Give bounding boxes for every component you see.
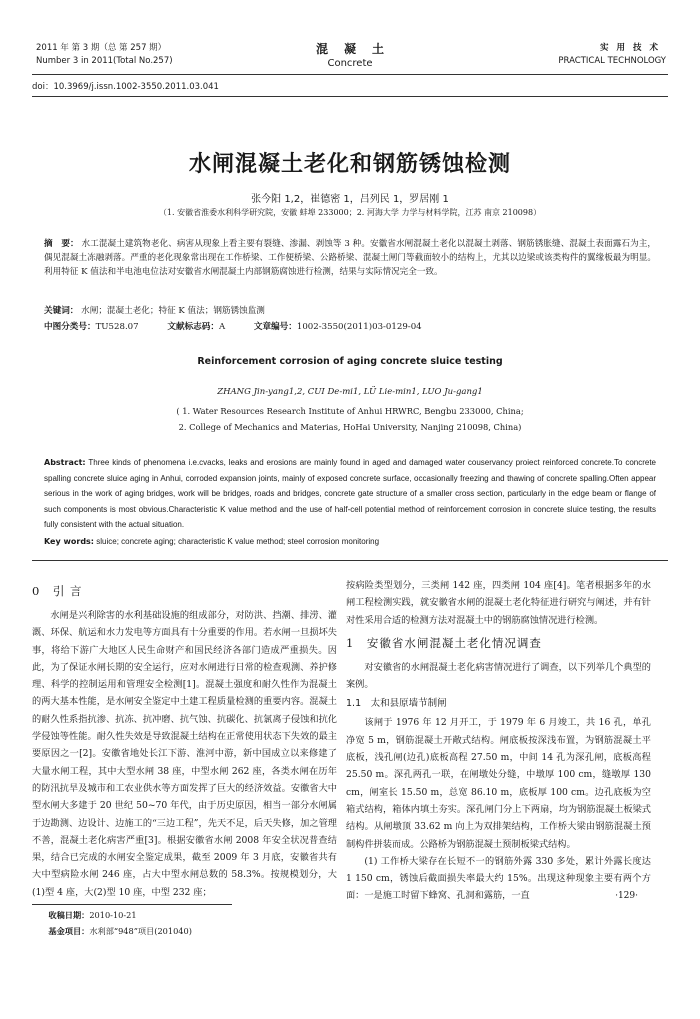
footnote-rule <box>32 904 232 905</box>
doc-code-value: A <box>218 322 226 332</box>
classification-row <box>44 320 448 334</box>
keywords-en-text: sluice; concrete aging; characteristic K value method; steel corrosion monitoring <box>96 537 380 546</box>
article-no-label: 文章编号： <box>253 322 297 332</box>
intro-paragraph: 水闸是兴利除害的水利基础设施的组成部分，对防洪、挡潮、排涝、灌溉、环保、航运和水力发电等方面具有十分重要的作用。若水闸一旦损坏失事，将给下游广大地区人民生命财产和国民经济各部门造成严重损失。因此，为了保证水闸长期的安全运行，应对水闸进行日常的检查观测、养护修理、科学的控制运用和管理安全检测[1]。混凝土强度和耐久性作为混凝土的两大基本性能，是水闸安全鉴定中土建工程质量检测的重要内容。混凝土的耐久性系指抗渗、抗冻、抗冲磨、抗气蚀、抗碳化、抗氯离子侵蚀和抗化学侵蚀等性能。耐久性失效是导致混凝土结构在正常使用状态下失效的最主要原因之一[2]。安徽省地处长江下游、淮河中游，新中国成立以来修建了大量水闸工程，其中大型水闸 38 座，中型水闸 262 座，各类水闸在历年的防汛抗旱及城市和工农业供水等方面发挥了巨大的经济效益。安徽省大中型水闸大多建于 20 世纪 50~70 年代，由于历史原因，相当一部分水闸属于边勘测、边设计、边施工的“三边工程”，先天不足，后天失修，加之管理不善，混凝土老化病害严重[3]。根据安徽省水闸 2008 年安全状况普查结果，结合已完成的水闸安全鉴定成果，截至 2009 年 3 月底，安徽省共有大中型病险水闸 246 座，占大中型水闸总数的 58.3%。按规模划分，大(1)型 4 座，大(2)型 10 座，中型 232 座； <box>32 610 337 898</box>
keywords-en-label: Key words: <box>44 537 95 546</box>
doi: doi：10.3969/j.issn.1002-3550.2011.03.041 <box>32 82 219 92</box>
section-name-zh: 实用技术 <box>599 43 666 53</box>
fund-info <box>32 923 337 939</box>
fund-value: 水利部“948”项目(201040) <box>89 926 192 937</box>
section-name-en: PRACTICAL TECHNOLOGY <box>558 56 666 66</box>
page-number: ·129· <box>615 891 638 901</box>
paper-title: 水闸混凝土老化和钢筋锈蚀检测 <box>188 152 511 177</box>
english-affiliation <box>0 403 700 435</box>
affiliation: （1. 安徽省淮委水利科学研究院，安徽 蚌埠 233000；2. 河海大学 力学与材料学院，江苏 南京 210098） <box>158 208 542 217</box>
keywords-zh-label: 关键词： <box>44 306 79 316</box>
author-list: 张今阳 1,2，崔德密 1，吕列民 1，罗居刚 1 <box>251 194 449 205</box>
received-label: 收稿日期： <box>48 910 90 921</box>
abstract-zh-text: 水工混凝土建筑物老化、病害从现象上看主要有裂缝、渗漏、剥蚀等 3 种。安徽省水闸混凝土老化以混凝土剥落、钢筋锈胀缝、混凝土表面露石为主，偶见混凝土冻融剥落。严重的老化现象常出现在工作桥梁、工作便桥梁、公路桥梁、混凝土闸门等截面较小的结构上，尤其以边梁或该类构件的翼缘板最为明显。利用特征 K 值法和半电池电位法对安徽省水闸混凝土内部钢筋腐蚀进行检测，结果与实际情况完全一致。 <box>44 239 656 277</box>
intro-continued-paragraph: 按病险类型划分，三类闸 142 座，四类闸 104 座[4]。笔者根据多年的水闸工程检测实践，就安徽省水闸的混凝土老化特征进行研究与阐述，并有针对性采用合适的检测方法对混凝土中的钢筋腐蚀情况进行检测。 <box>346 580 651 626</box>
journal-name-en: Concrete <box>327 58 373 69</box>
abstract-en-text: Three kinds of phenomena i.e.cvacks, leaks and erosions are mainly found in aged and damaged water couservancy proiect reinforced concrete.To concrete spalling concrete sluice aging in Anhui, corroded expansion joints, mainly of exposed concrete surface, occasionally freezing and thawing of concrete spalling.Often appear serious in the work of aging bridges, work will be bridges, roads and bridges, concrete gate structure of a smaller cross section, particularly in the edge beam or flange of such components is most obvious.Characteristic K value method and the use of half-cell potential method of reinforcement corrosion in concrete sluice testing, the results fully consistent with the actual situation. <box>44 458 657 530</box>
article-no-value: 1002-3550(2011)03-0129-04 <box>296 322 422 332</box>
keywords-zh-text: 水闸；混凝土老化；特征 K 值法；钢筋锈蚀监测 <box>81 306 265 316</box>
survey-intro-paragraph: 对安徽省的水闸混凝土老化病害情况进行了调查，以下列举几个典型的案例。 <box>346 661 651 691</box>
journal-name-zh: 混凝土 <box>315 42 400 56</box>
received-date <box>32 907 337 923</box>
keywords-zh <box>44 304 656 318</box>
received-value: 2010-10-21 <box>89 910 137 921</box>
abstract-rule <box>32 560 668 561</box>
subsection-1-1-heading: 1.1 太和县原墙节制闸 <box>346 698 447 710</box>
english-affiliation-line-1: ( 1. Water Resources Research Institute of Anhui HRWRC, Bengbu 233000, China; <box>176 406 524 416</box>
section-1-heading: 1 安徽省水闸混凝土老化情况调查 <box>346 635 542 650</box>
doc-code-label: 文献标志码： <box>167 322 219 332</box>
english-affiliation-line-2: 2. College of Mechanics and Materias, HoHai University, Nanjing 210098, China) <box>178 422 522 432</box>
clc-value: TU528.07 <box>95 322 139 332</box>
english-title: Reinforcement corrosion of aging concrete sluice testing <box>197 356 503 367</box>
section-0-heading: 0 引 言 <box>32 584 83 598</box>
issue-en: Number 3 in 2011(Total No.257) <box>36 56 173 66</box>
section-name <box>558 42 666 68</box>
header-rule <box>32 74 668 75</box>
abstract-zh <box>44 237 656 279</box>
abstract-en <box>44 455 656 533</box>
abstract-en-label: Abstract: <box>44 458 86 467</box>
fund-label: 基金项目： <box>48 926 90 937</box>
abstract-zh-label: 摘 要： <box>44 239 79 249</box>
running-header <box>32 42 668 78</box>
right-column <box>346 577 651 905</box>
doi-rule <box>32 96 668 97</box>
left-column <box>32 577 337 939</box>
beam-defect-paragraph: (1) 工作桥大梁存在长短不一的钢筋外露 330 多处，累计外露长度达 1 150 cm，锈蚀后截面损失率最大约 15%。出现这种现象主要有两个方面：一是施工时留下蜂窝、孔洞和露筋，一直 <box>346 855 651 902</box>
english-authors: ZHANG Jin-yang1,2, CUI De-mi1, LÜ Lie-min1, LUO Ju-gang1 <box>217 387 483 397</box>
sluice-description-paragraph: 该闸于 1976 年 12 月开工，于 1979 年 6 月竣工，共 16 孔，单孔净宽 5 m，钢筋混凝土开敞式结构。闸底板按深浅布置，为钢筋混凝土平底板，浅孔闸(边孔)底板高程 27.50 m，中间 14 孔为深孔闸，底板高程 25.50 m。深孔两孔一联，在闸墩处分缝，中墩厚 100 cm，缝墩厚 130 cm，闸室长 15.50 m，总宽 86.10 m，底板厚 100 cm。边孔底板为空箱式结构，箱体内填土夯实。深孔闸门分上下两扇，均为钢筋混凝土板梁式结构。从闸墩顶 33.62 m 向上为双排架结构，工作桥大梁由钢筋混凝土预制构件拼装而成。公路桥为钢筋混凝土预制板梁式结构。 <box>346 717 651 850</box>
issue-zh: 2011 年 第 3 期（总 第 257 期） <box>36 43 167 53</box>
keywords-en <box>44 535 656 549</box>
clc-label: 中图分类号： <box>44 322 96 332</box>
